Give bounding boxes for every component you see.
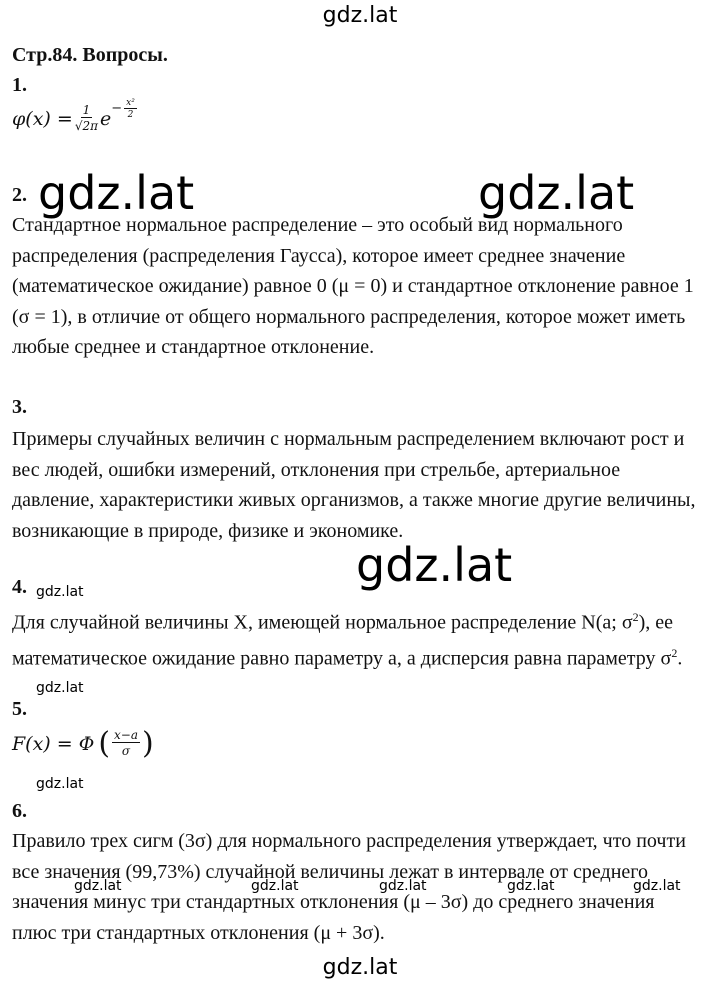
exponent-sign: − — [111, 101, 123, 116]
text-line: Примеры случайных величин с нормальным распределением включают рост и — [12, 428, 685, 450]
text-line: (σ = 1), в отличие от общего нормального распределения, которое может иметь — [12, 305, 686, 328]
superscript: 2 — [671, 646, 678, 661]
watermark-small-q5a: gdz.lat — [36, 680, 84, 696]
text-line: Стандартное нормальное распределение – это особый вид нормального — [12, 214, 623, 236]
text-line: давление, характеристики живых организмов, а также многие другие величины, — [12, 489, 696, 511]
watermark-small-row: gdz.lat — [379, 878, 427, 894]
fraction-numerator: x−a — [114, 728, 139, 742]
text-segment: . — [677, 647, 683, 670]
watermark-mid: gdz.lat — [356, 538, 513, 592]
text-segment: ), ее — [638, 611, 674, 634]
formula-lhs: F(x) = Φ — [12, 732, 95, 755]
text-line: распределения (распределения Гаусса), которое имеет среднее значение — [12, 244, 626, 267]
text-line: возникающие в природе, физике и экономике. — [12, 519, 404, 542]
watermark-big-left: gdz.lat — [38, 166, 195, 220]
exponent-numerator: x² — [126, 97, 135, 108]
formula-q5 — [12, 726, 154, 761]
text-line — [12, 602, 712, 638]
text-line: вес людей, ошибки измерений, отклонения при стрельбе, артериальное — [12, 458, 621, 481]
watermark-small-row: gdz.lat — [633, 878, 681, 894]
fraction-denominator: √2π — [74, 119, 98, 133]
watermark-small-q5b: gdz.lat — [36, 776, 84, 792]
page-title: Стр.84. Вопросы. — [12, 44, 168, 66]
text-line: любые среднее и стандартное отклонение. — [12, 336, 375, 358]
watermark-small-row: gdz.lat — [507, 878, 555, 894]
text-line — [12, 638, 712, 674]
question-number-2: 2. — [12, 184, 27, 206]
text-line: (математическое ожидание) равное 0 (μ = 0) и стандартное отклонение равное 1 — [12, 275, 694, 297]
text-line: значения минус три стандартных отклонения (μ – 3σ) до среднего значения — [12, 891, 655, 913]
exponent-fraction — [124, 98, 137, 120]
fraction — [75, 104, 98, 133]
text-segment: математическое ожидание равно параметру a, а дисперсия равна параметру σ — [12, 647, 672, 670]
left-paren: ( — [98, 726, 111, 761]
watermark-bottom: gdz.lat — [322, 955, 398, 980]
question-number-6: 6. — [12, 800, 27, 822]
answer-q4 — [12, 602, 712, 674]
watermark-small-row: gdz.lat — [251, 878, 299, 894]
exponent — [111, 98, 139, 120]
question-number-5: 5. — [12, 698, 27, 720]
watermark-small-row: gdz.lat — [74, 878, 122, 894]
exponent-denominator: 2 — [127, 109, 134, 120]
right-paren: ) — [142, 726, 154, 761]
answer-q2 — [12, 210, 712, 363]
superscript: 2 — [632, 610, 639, 624]
watermark-big-right: gdz.lat — [478, 166, 635, 220]
question-number-1: 1. — [12, 74, 27, 96]
fraction-numerator: 1 — [82, 103, 91, 117]
text-segment: Для случайной величины X, имеющей нормальное распределение N(a; σ — [12, 611, 633, 634]
text-line: Правило трех сигм (3σ) для нормального распределения утверждает, что почти — [12, 830, 686, 852]
watermark-small-q4: gdz.lat — [36, 584, 84, 600]
formula-q1 — [12, 97, 139, 133]
watermark-top: gdz.lat — [322, 3, 398, 28]
fraction — [112, 729, 140, 758]
text-line: все значения (99,73%) случайной величины лежат в интервале от среднего — [12, 860, 648, 883]
text-line: плюс три стандартных отклонения (μ + 3σ). — [12, 921, 385, 944]
question-number-3: 3. — [12, 396, 27, 418]
answer-q6 — [12, 826, 712, 948]
question-number-4: 4. — [12, 576, 27, 598]
formula-lhs: φ(x) = — [12, 107, 73, 130]
fraction-denominator: σ — [121, 744, 131, 758]
exp-base: e — [99, 107, 112, 130]
answer-q3 — [12, 424, 712, 546]
